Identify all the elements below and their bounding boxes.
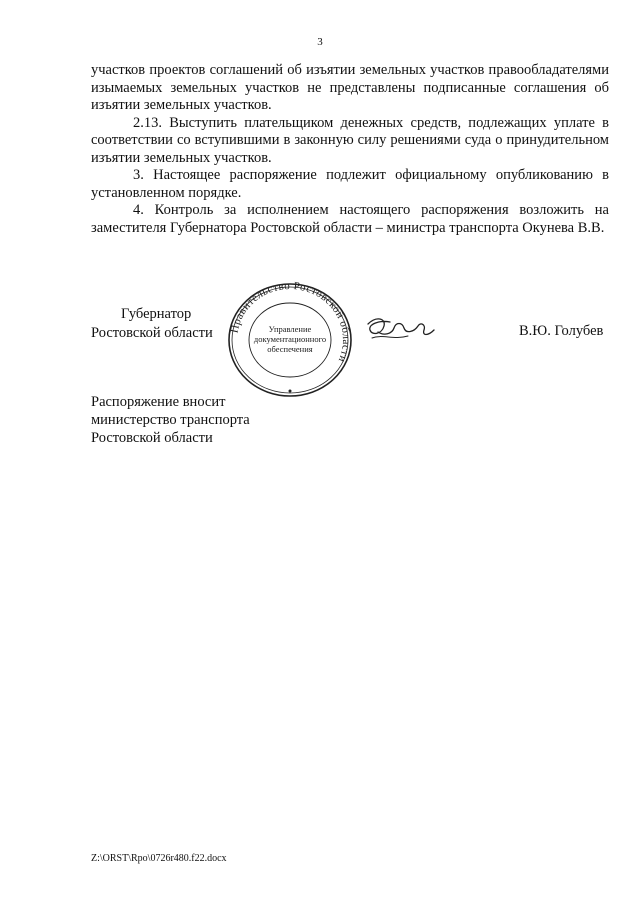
handwritten-signature — [364, 310, 440, 350]
submitted-by-line2: министерство транспорта — [91, 412, 250, 428]
signatory-title-line1: Губернатор — [121, 306, 192, 322]
file-path-footer: Z:\ORST\Rpo\0726r480.f22.docx — [91, 853, 227, 864]
signatory-title-line2: Ростовской области — [91, 325, 213, 341]
signatory-title — [91, 305, 213, 343]
seal-inner-line3: обеспечения — [267, 344, 313, 354]
page-number: 3 — [317, 36, 323, 48]
paragraph-2-13: 2.13. Выступить плательщиком денежных средств, подлежащих уплате в соответствии со вступившими в законную силу решениями суда о принудительном изъятии земельных участков. — [91, 114, 609, 166]
submitted-by-line1: Распоряжение вносит — [91, 394, 226, 410]
seal-star-icon — [289, 390, 292, 393]
paragraph-continuation: участков проектов соглашений об изъятии земельных участков правообладателями изымаемых земельных участков не представлены подписанные соглашения об изъятии земельных участков. — [91, 62, 609, 113]
signatory-name: В.Ю. Голубев — [519, 323, 604, 339]
seal-inner-line2: документационного — [253, 334, 327, 344]
official-seal — [226, 281, 354, 399]
submitted-by — [91, 393, 250, 447]
document-body — [91, 62, 609, 237]
paragraph-4: 4. Контроль за исполнением настоящего распоряжения возложить на заместителя Губернатора Ростовской области – министра транспорта Окунева В.В. — [91, 202, 609, 236]
seal-inner-line1: Управление — [268, 324, 312, 334]
seal-outer-text: Правительство Ростовской области — [228, 281, 353, 365]
paragraph-3: 3. Настоящее распоряжение подлежит официальному опубликованию в установленном порядке. — [91, 167, 609, 201]
submitted-by-line3: Ростовской области — [91, 430, 213, 446]
